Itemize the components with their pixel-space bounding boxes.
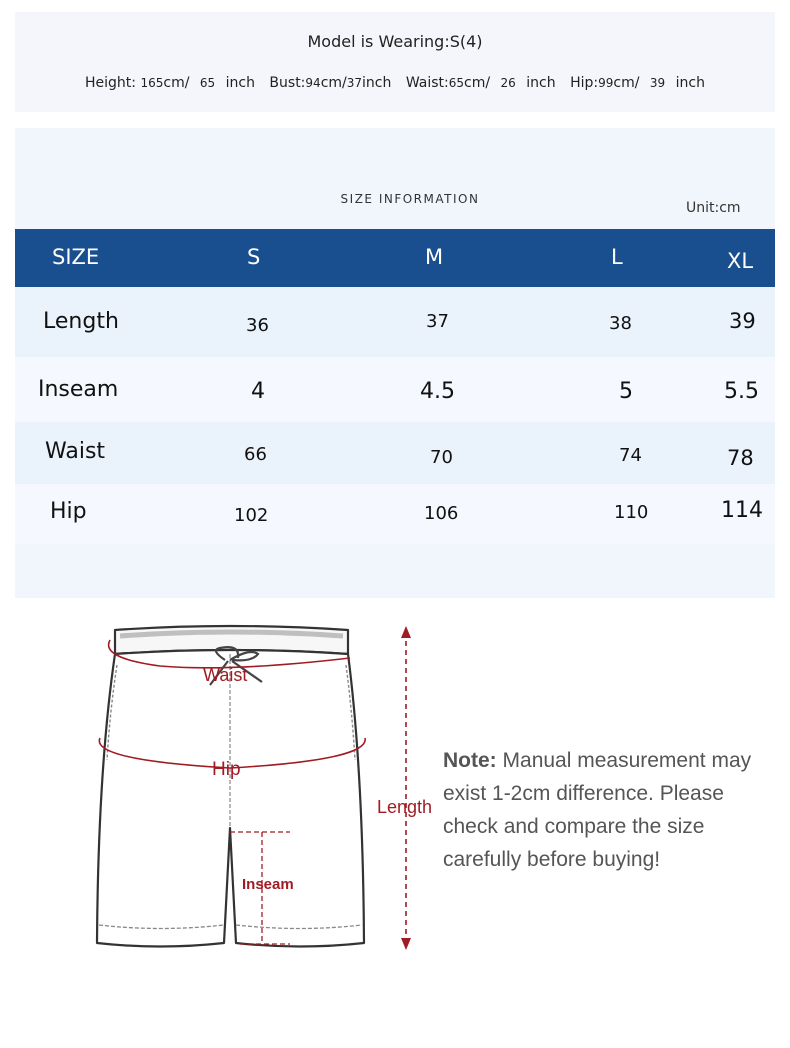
model-wearing-title: Model is Wearing:S(4) [307,32,483,51]
table-row-inseam [15,357,775,422]
height-label: Height: [85,75,137,91]
cell-hip-m: 106 [424,503,459,524]
note-label: Note: [443,749,497,772]
header-m: M [425,245,444,269]
bust-in-value: 37 [346,76,363,90]
cell-waist-l: 74 [619,445,642,466]
note-text: Manual measurement may exist 1-2cm difference. Please check and compare the size carefully before buying! [443,749,752,871]
header-size: SIZE [52,245,100,269]
row-label-waist: Waist [45,439,106,464]
cell-inseam-xl: 5.5 [724,379,759,404]
row-label-length: Length [43,309,119,334]
measurement-note [443,744,763,876]
cell-inseam-s: 4 [251,379,265,404]
cell-length-l: 38 [609,313,632,334]
cell-length-m: 37 [426,311,449,332]
height-in-value: 65 [199,76,216,90]
size-information-title: SIZE INFORMATION [340,192,480,206]
length-arrow-up-icon [401,626,411,638]
hip-in-value: 39 [649,76,666,90]
unit-label: Unit:cm [686,200,741,216]
model-measurements [0,75,790,91]
cell-inseam-m: 4.5 [420,379,455,404]
waist-cm-unit: cm/ [464,75,491,91]
cell-hip-s: 102 [234,505,269,526]
height-cm-value: 165 [140,76,164,90]
height-cm-unit: cm/ [163,75,190,91]
inseam-measure-label: Inseam [242,876,294,893]
header-s: S [247,245,261,269]
length-measure-label: Length [377,797,433,817]
bust-label: Bust: [269,75,306,91]
cell-waist-s: 66 [244,444,267,465]
length-arrow-down-icon [401,938,411,950]
size-table-header [15,229,775,287]
table-row-hip [15,484,775,544]
cell-length-s: 36 [246,315,269,336]
shorts-measurement-diagram [80,610,460,970]
cell-inseam-l: 5 [619,379,633,404]
hip-cm-value: 99 [598,76,614,90]
model-info-panel [15,12,775,112]
hip-label: Hip: [570,75,599,91]
header-l: L [611,245,623,269]
cell-hip-xl: 114 [721,498,763,523]
table-row-length [15,287,775,357]
cell-waist-m: 70 [430,447,453,468]
row-label-inseam: Inseam [38,377,119,402]
bust-cm-value: 94 [305,76,321,90]
waist-in-value: 26 [500,76,516,90]
waist-in-unit: inch [526,75,556,91]
waist-label: Waist: [405,75,449,91]
waist-cm-value: 65 [448,76,465,90]
waist-measure-label: Waist [203,665,248,685]
bust-in-unit: inch [362,75,392,91]
hip-cm-unit: cm/ [613,75,640,91]
hip-in-unit: inch [675,75,705,91]
row-label-hip: Hip [50,499,87,524]
table-row-waist [15,422,775,484]
height-in-unit: inch [225,75,255,91]
cell-waist-xl: 78 [727,446,754,470]
cell-length-xl: 39 [729,309,756,333]
cell-hip-l: 110 [614,502,649,523]
hip-measure-label: Hip [212,759,241,780]
header-xl: XL [727,249,754,273]
bust-cm-unit: cm/ [320,75,347,91]
